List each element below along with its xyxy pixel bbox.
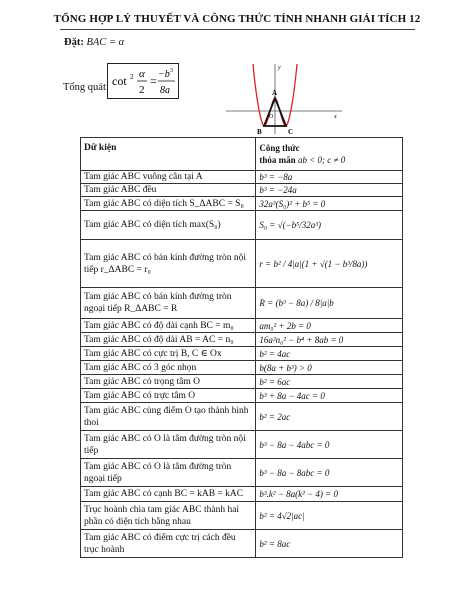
condition-cell: Tam giác ABC có bán kính đường tròn nội tiếp r_ΔABC = r₀: [81, 240, 256, 288]
formula-cell: b³ = −8a: [256, 171, 403, 184]
y-axis-label: y: [278, 65, 281, 71]
col-header-formula: [256, 138, 403, 171]
condition-cell: Tam giác ABC có độ dài AB = AC = n₀: [81, 333, 256, 347]
condition-cell: Tam giác ABC có 3 góc nhọn: [81, 361, 256, 375]
formula-cell: am₀² + 2b = 0: [256, 319, 403, 333]
formula-cell: b² = 4√2|ac|: [256, 502, 403, 530]
table-row: [81, 389, 403, 403]
point-b-label: B: [257, 128, 262, 136]
condition-cell: Tam giác ABC vuông cân tại A: [81, 171, 256, 184]
svg-text:=: =: [150, 74, 157, 88]
table-row: [81, 459, 403, 487]
condition-cell: Tam giác ABC có O là tâm đường tròn ngoại tiếp: [81, 459, 256, 487]
table-row: [81, 240, 403, 288]
table-row: [81, 375, 403, 389]
table-row: [81, 197, 403, 211]
col-header-formula-title: Công thức: [259, 143, 300, 153]
svg-text:3: 3: [170, 68, 173, 74]
formula-cell: b² = 6ac: [256, 375, 403, 389]
definition-label: Đặt:: [64, 37, 84, 48]
condition-cell: Tam giác ABC đều: [81, 184, 256, 197]
table-row: [81, 184, 403, 197]
formula-cell: b³ + 8a − 4ac = 0: [256, 389, 403, 403]
condition-cell: Tam giác ABC có cạnh BC = kAB = kAC: [81, 487, 256, 502]
formula-sub-cond: ab < 0; c ≠ 0: [297, 155, 346, 165]
table-row: [81, 502, 403, 530]
condition-cell: Tam giác ABC có trực tâm O: [81, 389, 256, 403]
table-row: [81, 319, 403, 333]
general-label: Tổng quát:: [63, 82, 109, 93]
table-row: [81, 403, 403, 431]
table-row: [81, 211, 403, 240]
formula-cell: R = (b³ − 8a) / 8|a|b: [256, 288, 403, 319]
formula-cell: 32a³(S₀)² + b⁵ = 0: [256, 197, 403, 211]
table-row: [81, 347, 403, 361]
formula-cell: b³ = −24a: [256, 184, 403, 197]
formula-cell: r = b² / 4|a|(1 + √(1 − b³/8a)): [256, 240, 403, 288]
svg-text:2: 2: [139, 84, 145, 96]
header-rule: [60, 29, 415, 30]
condition-cell: Tam giác ABC có diện tích max(S₀): [81, 211, 256, 240]
definition-line: [64, 37, 124, 48]
table-row: [81, 530, 403, 558]
col-header-formula-sub: [259, 154, 399, 166]
condition-cell: Tam giác ABC có cực trị B, C ∈ Ox: [81, 347, 256, 361]
formula-cell: b(8a + b³) > 0: [256, 361, 403, 375]
formula-cell: b² = 8ac: [256, 530, 403, 558]
condition-cell: Tam giác ABC có diện tích S_ΔABC = S₀: [81, 197, 256, 211]
table-row: [81, 361, 403, 375]
svg-text:8a: 8a: [160, 85, 170, 96]
formula-cell: b² = 2ac: [256, 403, 403, 431]
table-row: [81, 431, 403, 459]
condition-cell: Tam giác ABC có trọng tâm O: [81, 375, 256, 389]
formula-cell: b² = 4ac: [256, 347, 403, 361]
general-formula-box: [107, 63, 179, 99]
table-row: [81, 333, 403, 347]
point-c-label: C: [288, 128, 294, 136]
formula-cell: 16a²n₀² − b⁴ + 8ab = 0: [256, 333, 403, 347]
function-graph: [224, 62, 344, 138]
condition-cell: Tam giác ABC có bán kính đường tròn ngoại tiếp R_ΔABC = R: [81, 288, 256, 319]
origin-label: O: [269, 114, 274, 120]
formula-sub-label: thỏa mãn: [259, 155, 296, 165]
condition-cell: Trục hoành chia tam giác ABC thành hai phần có diện tích bằng nhau: [81, 502, 256, 530]
formula-cell: S₀ = √(−b⁵/32a³): [256, 211, 403, 240]
formula-table: [80, 137, 403, 558]
page-title: TỔNG HỢP LÝ THUYẾT VÀ CÔNG THỨC TÍNH NHANH GIẢI TÍCH 12: [53, 13, 421, 25]
svg-text:cot: cot: [112, 74, 127, 88]
condition-cell: Tam giác ABC có độ dài cạnh BC = m₀: [81, 319, 256, 333]
table-row: [81, 487, 403, 502]
svg-text:α: α: [139, 68, 145, 80]
condition-cell: Tam giác ABC có O là tâm đường tròn nội tiếp: [81, 431, 256, 459]
general-formula: [108, 64, 178, 98]
table-row: [81, 171, 403, 184]
table-row: [81, 288, 403, 319]
point-a-label: A: [272, 89, 278, 97]
condition-cell: Tam giác ABC cùng điểm O tạo thành hình thoi: [81, 403, 256, 431]
formula-cell: b³ − 8a − 4abc = 0: [256, 431, 403, 459]
formula-cell: b³.k² − 8a(k² − 4) = 0: [256, 487, 403, 502]
formula-cell: b³ − 8a − 8abc = 0: [256, 459, 403, 487]
definition-expr: BAC = α: [86, 37, 125, 48]
svg-text:−b: −b: [158, 69, 170, 80]
condition-cell: Tam giác ABC có điểm cực trị cách đều trục hoành: [81, 530, 256, 558]
col-header-conditions: Dữ kiện: [81, 138, 256, 171]
table-header-row: [81, 138, 403, 171]
x-axis-label: x: [334, 114, 337, 120]
svg-text:2: 2: [130, 73, 134, 81]
